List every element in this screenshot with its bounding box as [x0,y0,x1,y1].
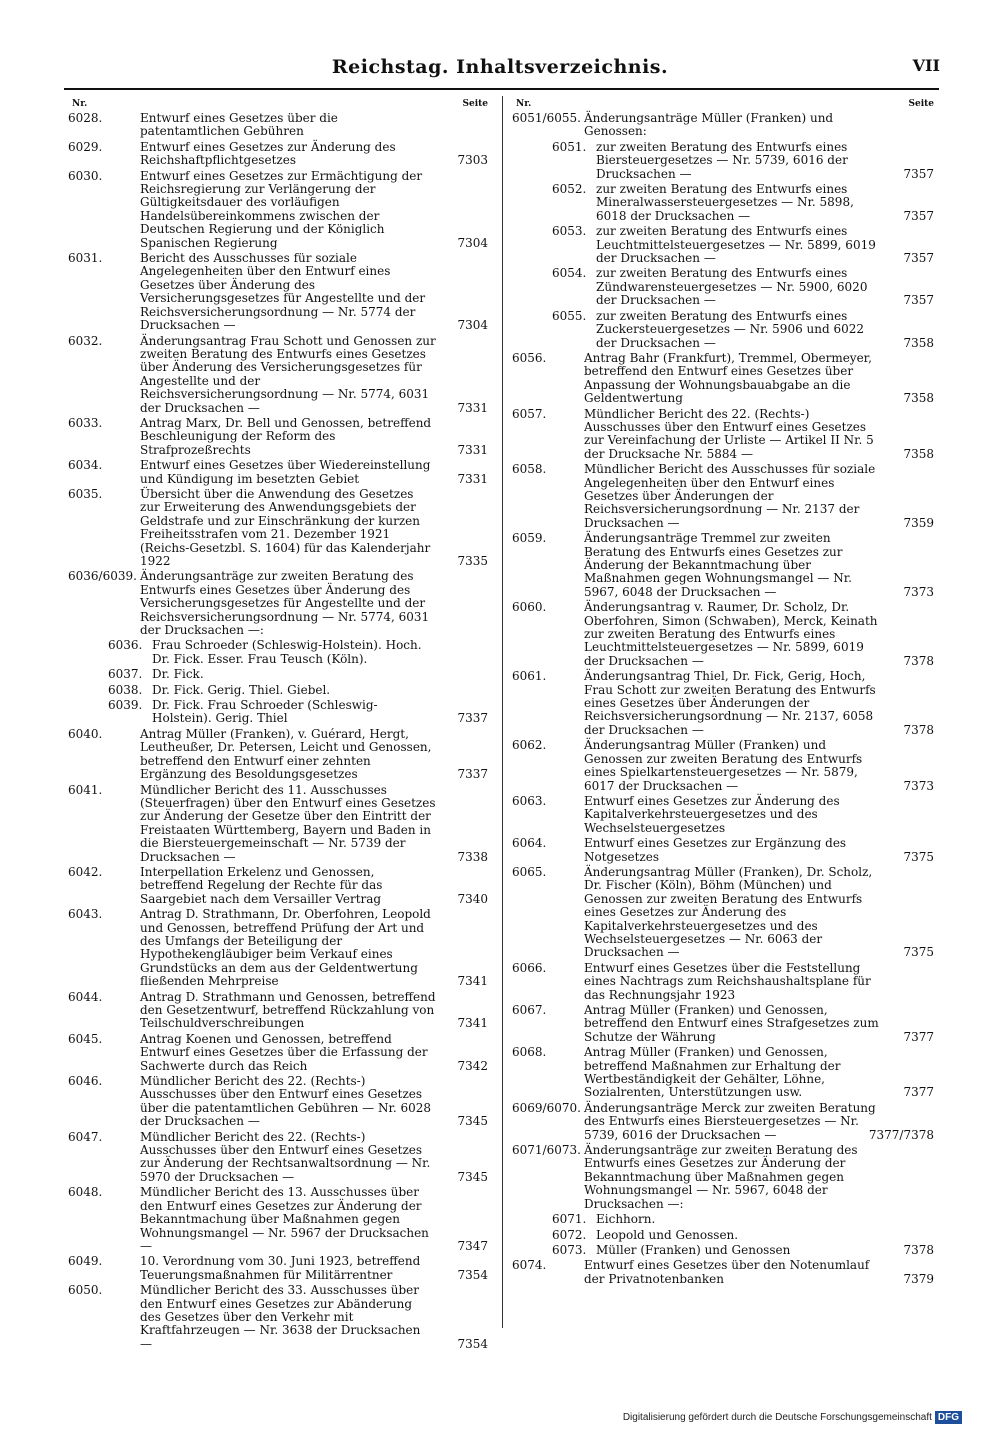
entry-text: Änderungsantrag Müller (Franken) und Genossen zur zweiten Beratung des Entwurfs eines Spielkartensteuergesetzes — Nr. 5879, 6017 der Drucksachen — [584,738,863,793]
entry-number: 6052. [552,182,587,197]
entry-text: Mündlicher Bericht des 13. Ausschusses über den Entwurf eines Gesetzes zur Änderung der Bekanntmachung über Maßnahmen gegen Wohnungsmangel — Nr. 5967 der Drucksachen — [140,1185,429,1253]
entry-number: 6065. [512,864,547,879]
entry-page: 7342 [457,1058,488,1073]
entry-text: Entwurf eines Gesetzes zur Ergänzung des Notgesetzes [584,836,847,864]
index-entry [68,699,488,726]
entry-text: Entwurf eines Gesetzes zur Änderung des Reichshaftpflichtgesetzes [140,139,396,168]
entry-text: zur zweiten Beratung des Entwurfs eines Zuckersteuergesetzes — Nr. 5906 und 6022 der Drucksachen — [596,308,865,350]
index-entry [512,670,934,737]
entry-page: 7338 [457,849,488,864]
entry-page: 7379 [903,1271,934,1286]
entry-text: Änderungsanträge Tremmel zur zweiten Beratung des Entwurfs eines Gesetzes zur Änderung der Bekanntmachung über Maßnahmen gegen Wohnungsmangel — Nr. 5967, 6048 der Drucksachen — [584,531,852,599]
seite-label: Seite [462,99,488,109]
index-entry [512,837,934,864]
entry-number: 6054. [552,266,587,281]
entry-text: Änderungsanträge zur zweiten Beratung des Entwurfs eines Gesetzes über Änderung des Versicherungsgesetzes für Angestellte und der Reichsversicherungsordnung — Nr. 5774, 6031 der Drucksachen —: [140,569,430,638]
entry-page: 7331 [457,471,488,486]
index-entry [512,310,934,350]
entry-page: 7375 [903,849,934,864]
header-rule [64,88,939,90]
entry-text: Entwurf eines Gesetzes zur Ermächtigung der Reichsregierung zur Verlängerung der Gültigkeitsdauer des vorläufigen Handelsübereinkommens zwischen der Deutschen Regierung und der Königlich Spanischen Regierung [140,168,423,250]
entry-text: Mündlicher Bericht des 11. Ausschusses (Steuerfragen) über den Entwurf eines Gesetzes zur Änderung der Gesetze über den Eintritt der Freistaaten Württemberg, Bayern und Baden in die Biersteuergemeinschaft — Nr. 5739 der Drucksachen — [140,782,436,864]
entry-page: 7377/7378 [868,1127,934,1142]
entry-text: Änderungsanträge Müller (Franken) und Genossen: [584,111,834,139]
entry-page: 7378 [903,653,934,668]
index-entry [68,570,488,637]
column-divider [502,96,503,1328]
entry-page: 7373 [903,778,934,793]
entry-text: Leopold und Genossen. [596,1227,739,1242]
seite-label: Seite [908,99,934,109]
entry-page: 7345 [457,1169,488,1184]
entry-number: 6068. [512,1045,547,1060]
index-entry [512,463,934,530]
entry-number: 6072. [552,1227,587,1242]
entry-text: Entwurf eines Gesetzes zur Änderung des Kapitalverkehrsteuergesetzes und des Wechselsteuergesetzes [584,793,840,835]
entry-text: Antrag Koenen und Genossen, betreffend Entwurf eines Gesetzes über die Erfassung der Sachwerte durch das Reich [140,1031,428,1073]
entry-page: 7337 [457,767,488,782]
index-entry [68,335,488,415]
entry-page: 7331 [457,442,488,457]
column-header [68,96,488,112]
index-entry [68,1255,488,1282]
entry-number: 6045. [68,1031,103,1046]
index-entry [68,488,488,568]
index-entry [68,1284,488,1351]
entry-page: 7335 [457,554,488,568]
entry-text: Interpellation Erkelenz und Genossen, betreffend Regelung der Rechte für das Saargebiet nach dem Versailler Vertrag [140,864,383,906]
entry-number: 6048. [68,1185,103,1200]
entry-number: 6067. [512,1003,547,1017]
entry-page: 7347 [457,1238,488,1253]
entry-number: 6066. [512,960,547,975]
entry-number: 6061. [512,669,547,684]
index-entry [68,668,488,681]
entry-text: Änderungsanträge zur zweiten Beratung des Entwurfs eines Gesetzes zur Änderung der Bekanntmachung über Maßnahmen gegen Wohnungsmangel — Nr. 5967, 6048 der Drucksachen —: [584,1143,858,1211]
index-entry [68,1186,488,1253]
index-entry [512,1244,934,1257]
index-entry [512,1144,934,1211]
entry-number: 6032. [68,333,103,348]
entry-text: Antrag Marx, Dr. Bell und Genossen, betreffend Beschleunigung der Reform des Strafprozeßrechts [140,415,432,457]
entry-page: 7357 [903,166,934,181]
entry-text: zur zweiten Beratung des Entwurfs eines Biersteuergesetzes — Nr. 5739, 6016 der Drucksachen — [596,139,848,181]
entry-number: 6073. [552,1242,587,1257]
entry-text: Mündlicher Bericht des 33. Ausschusses über den Entwurf eines Gesetzes zur Abänderung des Gesetzes über den Verkehr mit Kraftfahrzeugen — Nr. 3638 der Drucksachen — [140,1283,421,1351]
entry-page: 7377 [903,1029,934,1044]
entry-page: 7358 [903,391,934,406]
entry-page: 7357 [903,208,934,223]
index-entry [68,459,488,486]
footer-credit [623,1411,962,1424]
entry-page: 7375 [903,945,934,960]
entry-number: 6049. [68,1254,103,1269]
page-number: VII [912,56,940,75]
entry-text: Dr. Fick. [152,667,204,682]
entry-number: 6030. [68,168,103,183]
entry-number: 6044. [68,989,103,1004]
entry-number: 6036/6039. [68,569,137,584]
right-column [512,96,934,1288]
entry-text: Antrag Müller (Franken) und Genossen, betreffend den Entwurf eines Strafgesetzes zum Schutze der Währung [584,1003,879,1044]
entry-page: 7359 [903,515,934,530]
entry-text: Änderungsantrag v. Raumer, Dr. Scholz, Dr. Oberfohren, Simon (Schwaben), Merck, Keinath zur zweiten Beratung des Entwurfs eines Leuchtmittelsteuergesetzes — Nr. 5899, 6019 der Drucksachen — [584,600,878,668]
entry-page: 7354 [457,1336,488,1351]
entry-number: 6034. [68,458,103,473]
entry-text: Dr. Fick. Gerig. Thiel. Giebel. [152,682,331,697]
entry-page: 7345 [457,1114,488,1129]
entry-number: 6037. [108,667,143,682]
entry-page: 7357 [903,251,934,266]
index-entry [512,112,934,139]
entry-text: Antrag D. Strathmann, Dr. Oberfohren, Leopold und Genossen, betreffend Prüfung der Art und des Umfangs der Beteiligung der Hypothekengläubiger beim Verkauf eines Grundstücks an dem aus der Geldentwertung fließenden Mehrpreise [140,907,431,989]
entry-text: Entwurf eines Gesetzes über den Notenumlauf der Privatnotenbanken [584,1258,870,1286]
index-entry [68,1075,488,1129]
index-entry [512,352,934,406]
entry-text: Entwurf eines Gesetzes über die patentamtlichen Gebühren [140,111,338,139]
dfg-logo: DFG [935,1411,962,1424]
index-entry [68,252,488,332]
index-entry [68,1033,488,1073]
index-entry [512,1004,934,1044]
entry-number: 6033. [68,415,103,430]
entry-text: zur zweiten Beratung des Entwurfs eines Leuchtmittelsteuergesetzes — Nr. 5899, 6019 der Drucksachen — [596,224,876,266]
entry-text: Mündlicher Bericht des 22. (Rechts-) Ausschusses über den Entwurf eines Gesetzes zur Vereinfachung der Urliste — Artikel II Nr. 5 der Drucksache Nr. 5884 — [584,406,874,461]
index-entry [512,601,934,668]
index-entry [68,728,488,782]
entry-page: 7340 [457,891,488,906]
index-entry [68,784,488,864]
entry-number: 6053. [552,224,587,239]
entry-number: 6071/6073. [512,1143,581,1158]
index-entry [68,112,488,139]
entry-page: 7378 [903,722,934,737]
entry-number: 6047. [68,1129,103,1144]
index-entry [68,170,488,250]
entry-page: 7337 [457,711,488,726]
index-entry [512,962,934,1002]
page-header [60,52,940,86]
entry-number: 6036. [108,638,143,653]
entry-page: 7357 [903,293,934,308]
entry-number: 6042. [68,864,103,879]
entry-page: 7378 [903,1242,934,1257]
index-entry [512,1229,934,1242]
entry-page: 7341 [457,1016,488,1031]
entry-page: 7341 [457,974,488,989]
index-entry [512,183,934,223]
entry-text: Müller (Franken) und Genossen [596,1242,791,1257]
entry-number: 6056. [512,350,547,365]
index-entry [512,1259,934,1286]
entry-number: 6062. [512,738,547,753]
index-entry [512,532,934,599]
entry-number: 6031. [68,251,103,266]
entry-number: 6050. [68,1283,103,1298]
index-entry [512,795,934,835]
entry-text: Eichhorn. [596,1212,656,1227]
column-header [512,96,934,112]
entry-text: Dr. Fick. Frau Schroeder (Schleswig-Holstein). Gerig. Thiel [152,698,378,726]
entry-number: 6028. [68,111,103,125]
entry-number: 6043. [68,907,103,922]
entry-text: Änderungsantrag Thiel, Dr. Fick, Gerig, Hoch, Frau Schott zur zweiten Beratung des Entwurfs eines Gesetzes über Änderungen der Reichsversicherungsordnung — Nr. 2137, 6058 der Drucksachen — [584,669,876,737]
index-entry [512,866,934,960]
entry-text: Entwurf eines Gesetzes über die Feststellung eines Nachtrags zum Reichshaushaltsplane für das Rechnungsjahr 1923 [584,960,871,1002]
entry-number: 6074. [512,1258,547,1273]
entry-number: 6059. [512,531,547,546]
entry-text: Änderungsanträge Merck zur zweiten Beratung des Entwurfs eines Biersteuergesetzes — Nr. 5739, 6016 der Drucksachen — [584,1100,876,1142]
left-column [68,96,488,1353]
entry-text: Mündlicher Bericht des Ausschusses für soziale Angelegenheiten über den Entwurf eines Gesetzes über Änderungen der Reichsversicherungsordnung — Nr. 2137 der Drucksachen — [584,462,876,530]
entry-text: zur zweiten Beratung des Entwurfs eines Zündwarensteuergesetzes — Nr. 5900, 6020 der Drucksachen — [596,266,868,308]
entry-number: 6069/6070. [512,1100,581,1115]
entry-number: 6039. [108,698,143,713]
entry-number: 6060. [512,600,547,615]
entry-text: Bericht des Ausschusses für soziale Angelegenheiten über den Entwurf eines Gesetzes über Änderung des Versicherungsgesetzes für Angestellte und der Reichsversicherungsordnung — Nr. 5774 der Drucksachen — [140,251,426,333]
entry-page: 7304 [457,318,488,333]
footer-text: Digitalisierung gefördert durch die Deutsche Forschungsgemeinschaft [622,1412,932,1423]
entry-number: 6035. [68,486,103,501]
index-entry [512,1046,934,1100]
page-title: Reichstag. Inhaltsverzeichnis. [331,56,669,78]
entry-number: 6041. [68,782,103,797]
entry-text: Änderungsantrag Frau Schott und Genossen zur zweiten Beratung des Entwurfs eines Gesetzes über Änderung des Versicherungsgesetzes für Angestellte und der Reichsversicherungsordnung — Nr. 5774, 6031 der Drucksachen — [140,333,436,415]
nr-label: Nr. [516,99,532,109]
index-entry [512,1102,934,1142]
entry-number: 6055. [552,308,587,323]
entry-number: 6058. [512,462,547,477]
nr-label: Nr. [72,99,88,109]
entry-number: 6063. [512,793,547,808]
index-entry [512,267,934,307]
index-entry [68,141,488,168]
index-entry [512,225,934,265]
entry-page: 7354 [457,1267,488,1282]
index-entry [512,408,934,462]
index-entry [68,908,488,988]
entry-page: 7377 [903,1085,934,1100]
entry-text: Mündlicher Bericht des 22. (Rechts-) Ausschusses über den Entwurf eines Gesetzes über die patentamtlichen Gebühren — Nr. 6028 der Drucksachen — [140,1074,432,1129]
entry-text: Antrag Müller (Franken), v. Guérard, Hergt, Leutheußer, Dr. Petersen, Leicht und Genossen, betreffend den Entwurf einer zehnten Ergänzung des Besoldungsgesetzes [140,726,432,782]
index-entry [512,1213,934,1226]
entry-text: Antrag Müller (Franken) und Genossen, betreffend Maßnahmen zur Erhaltung der Wertbeständigkeit der Gehälter, Löhne, Sozialrenten, Unterstützungen usw. [584,1045,841,1100]
entry-text: Änderungsantrag Müller (Franken), Dr. Scholz, Dr. Fischer (Köln), Böhm (München) und Genossen zur zweiten Beratung des Entwurfs eines Gesetzes zur Änderung des Kapitalverkehrsteuergesetzes und des Wechselsteuergesetzes — Nr. 6063 der Drucksachen — [584,864,873,960]
index-entry [68,639,488,666]
index-entry [512,141,934,181]
entry-page: 7304 [457,235,488,250]
entry-text: Antrag Bahr (Frankfurt), Tremmel, Obermeyer, betreffend den Entwurf eines Gesetzes über Anpassung der Wohnungsbauabgabe an die Geldentwertung [584,350,872,406]
entry-page: 7373 [903,584,934,599]
entry-number: 6064. [512,836,547,851]
entry-number: 6057. [512,406,547,421]
entry-number: 6046. [68,1074,103,1089]
entry-text: Frau Schroeder (Schleswig-Holstein). Hoch. Dr. Fick. Esser. Frau Teusch (Köln). [152,638,422,666]
entry-page: 7331 [457,400,488,415]
index-entry [68,866,488,906]
index-entry [68,684,488,697]
entry-number: 6029. [68,139,103,154]
entry-number: 6071. [552,1212,587,1227]
entry-number: 6038. [108,682,143,697]
entry-page: 7358 [903,446,934,461]
index-entry [68,417,488,457]
entry-text: 10. Verordnung vom 30. Juni 1923, betreffend Teuerungsmaßnahmen für Militärrentner [140,1254,421,1282]
entry-text: Entwurf eines Gesetzes über Wiedereinstellung und Kündigung im besetzten Gebiet [140,458,431,486]
entry-page: 7303 [457,153,488,168]
entry-page: 7358 [903,335,934,350]
index-entry [68,991,488,1031]
entry-text: zur zweiten Beratung des Entwurfs eines Mineralwassersteuergesetzes — Nr. 5898, 6018 der Drucksachen — [596,182,854,223]
index-entry [512,739,934,793]
entry-text: Antrag D. Strathmann und Genossen, betreffend den Gesetzentwurf, betreffend Rückzahlung von Teilschuldverschreibungen [140,989,436,1031]
entry-number: 6051. [552,139,587,154]
entry-text: Mündlicher Bericht des 22. (Rechts-) Ausschusses über den Entwurf eines Gesetzes zur Änderung der Rechtsanwaltsordnung — Nr. 5970 der Drucksachen — [140,1129,431,1184]
entry-text: Übersicht über die Anwendung des Gesetzes zur Erweiterung des Anwendungsgebiets der Geldstrafe und zur Einschränkung der kurzen Freiheitsstrafen vom 21. Dezember 1921 (Reichs-Gesetzbl. S. 1604) für das Kalenderjahr 1922 [140,486,431,568]
index-entry [68,1131,488,1185]
entry-number: 6051/6055. [512,111,581,125]
entry-number: 6040. [68,726,103,741]
